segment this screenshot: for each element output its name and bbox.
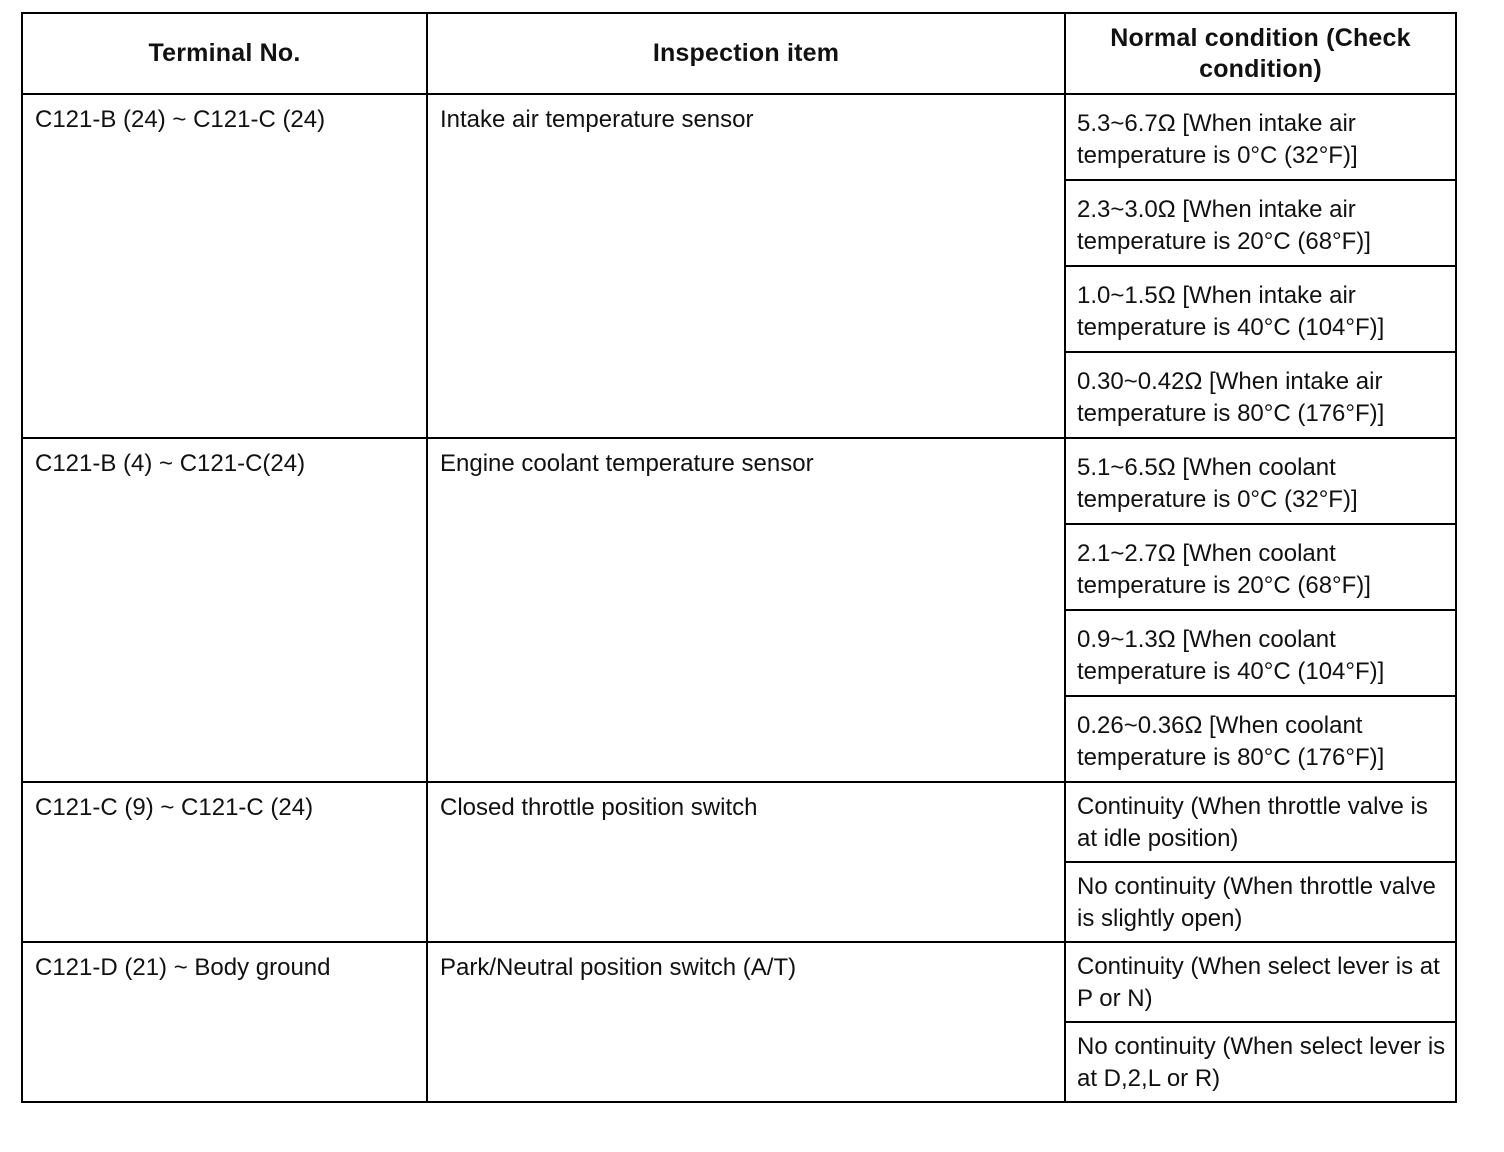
inspection-table [21,12,1457,1103]
table-row [22,942,1456,1022]
header-terminal: Terminal No. [22,13,427,94]
header-row [22,13,1456,94]
condition-cell: 1.0~1.5Ω [When intake air temperature is 40°C (104°F)] [1065,266,1456,352]
inspection-item-cell: Closed throttle position switch [427,782,1065,942]
condition-cell: 0.30~0.42Ω [When intake air temperature is 80°C (176°F)] [1065,352,1456,438]
condition-cell: Continuity (When throttle valve is at idle position) [1065,782,1456,862]
inspection-item-cell: Park/Neutral position switch (A/T) [427,942,1065,1102]
condition-cell: 5.1~6.5Ω [When coolant temperature is 0°C (32°F)] [1065,438,1456,524]
condition-cell: Continuity (When select lever is at P or N) [1065,942,1456,1022]
inspection-item-cell: Engine coolant temperature sensor [427,438,1065,782]
condition-cell: 0.26~0.36Ω [When coolant temperature is 80°C (176°F)] [1065,696,1456,782]
table-row [22,438,1456,524]
header-inspection-item: Inspection item [427,13,1065,94]
terminal-cell: C121-B (4) ~ C121-C(24) [22,438,427,782]
condition-cell: 2.3~3.0Ω [When intake air temperature is 20°C (68°F)] [1065,180,1456,266]
table-row [22,782,1456,862]
condition-cell: 2.1~2.7Ω [When coolant temperature is 20°C (68°F)] [1065,524,1456,610]
terminal-cell: C121-D (21) ~ Body ground [22,942,427,1102]
terminal-cell: C121-C (9) ~ C121-C (24) [22,782,427,942]
condition-cell: No continuity (When throttle valve is slightly open) [1065,862,1456,942]
condition-cell: 0.9~1.3Ω [When coolant temperature is 40°C (104°F)] [1065,610,1456,696]
condition-cell: 5.3~6.7Ω [When intake air temperature is 0°C (32°F)] [1065,94,1456,180]
terminal-cell: C121-B (24) ~ C121-C (24) [22,94,427,438]
header-normal-condition: Normal condition (Check condition) [1065,13,1456,94]
table-row [22,94,1456,180]
inspection-item-cell: Intake air temperature sensor [427,94,1065,438]
condition-cell: No continuity (When select lever is at D,2,L or R) [1065,1022,1456,1102]
